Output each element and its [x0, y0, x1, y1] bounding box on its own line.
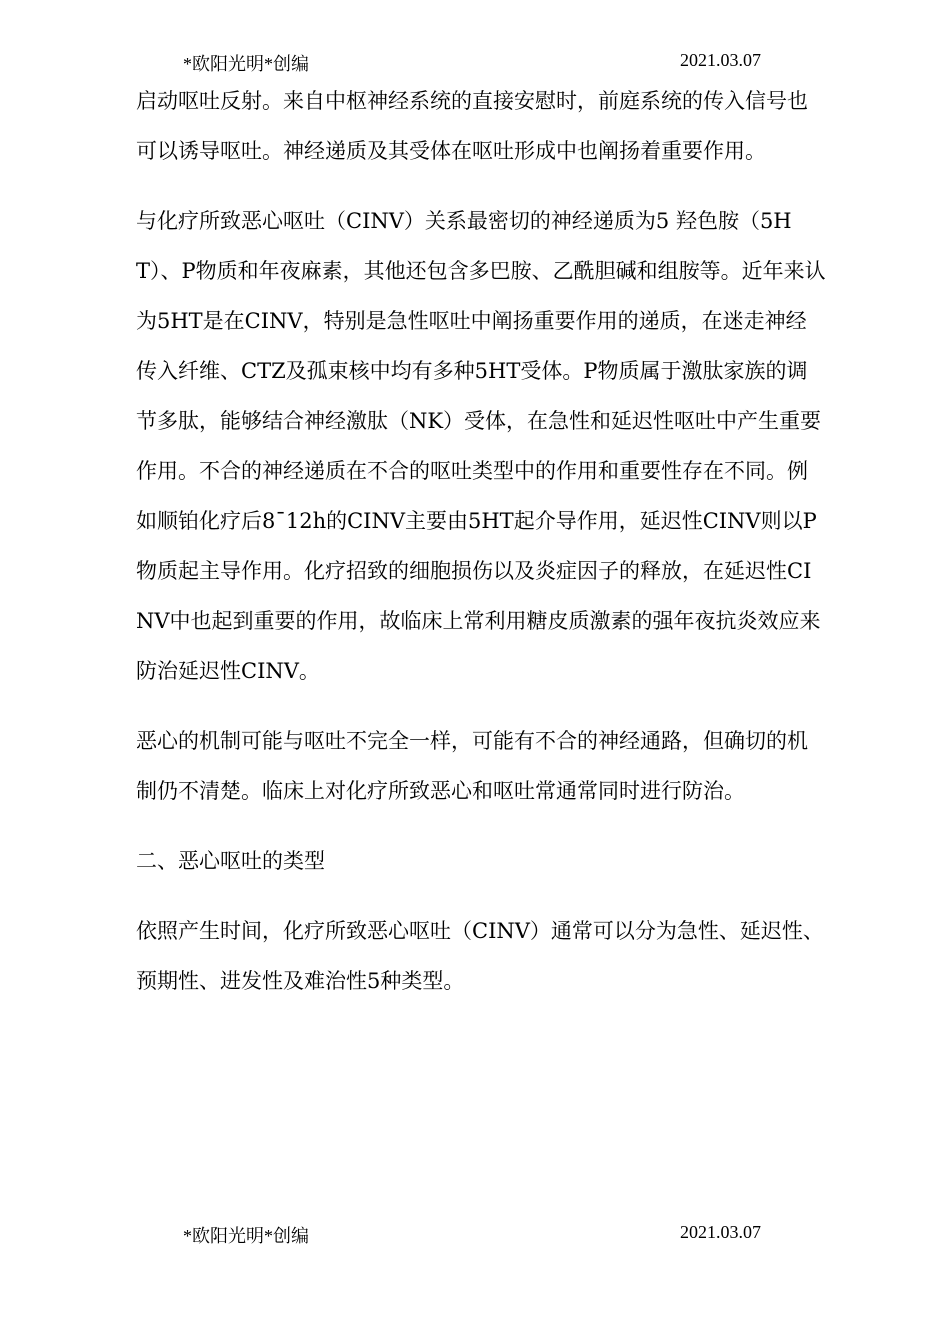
paragraph-gap	[136, 816, 826, 836]
section-heading: 二、恶心呕吐的类型	[136, 849, 325, 873]
paragraph-gap	[136, 886, 826, 906]
paragraph-3: 恶心的机制可能与呕吐不完全一样，可能有不合的神经通路，但确切的机制仍不清楚。临床上对化疗所致恶心和呕吐常通常同时进行防治。	[136, 729, 808, 803]
paragraph-1: 启动呕吐反射。来自中枢神经系统的直接安慰时，前庭系统的传入信号也可以诱导呕吐。神经递质及其受体在呕吐形成中也阐扬着重要作用。	[136, 89, 808, 163]
paragraph-4: 依照产生时间，化疗所致恶心呕吐（CINV）通常可以分为急性、延迟性、预期性、进发性及难治性5种类型。	[136, 919, 824, 993]
page-footer	[0, 1222, 950, 1252]
footer-date: 2021.03.07	[680, 1222, 761, 1242]
header-date: 2021.03.07	[680, 50, 761, 70]
paragraph-gap	[136, 696, 826, 716]
paragraph-gap	[136, 176, 826, 196]
footer-author: *欧阳光明*创编	[183, 1226, 309, 1246]
document-body	[136, 76, 826, 1006]
header-author: *欧阳光明*创编	[183, 54, 309, 74]
paragraph-2: 与化疗所致恶心呕吐（CINV）关系最密切的神经递质为5 羟色胺（5HT）、P物质和年夜麻素，其他还包含多巴胺、乙酰胆碱和组胺等。近年来认为5HT是在CINV，特别是急性呕吐中阐扬重要作用的递质，在迷走神经传入纤维、CTZ及孤束核中均有多种5HT受体。P物质属于激肽家族的调节多肽，能够结合神经激肽（NK）受体，在急性和延迟性呕吐中产生重要作用。不合的神经递质在不合的呕吐类型中的作用和重要性存在不同。例如顺铂化疗后8¯12h的CINV主要由5HT起介导作用，延迟性CINV则以P物质起主导作用。化疗招致的细胞损伤以及炎症因子的释放，在延迟性CINV中也起到重要的作用，故临床上常利用糖皮质激素的强年夜抗炎效应来防治延迟性CINV。	[136, 209, 826, 683]
